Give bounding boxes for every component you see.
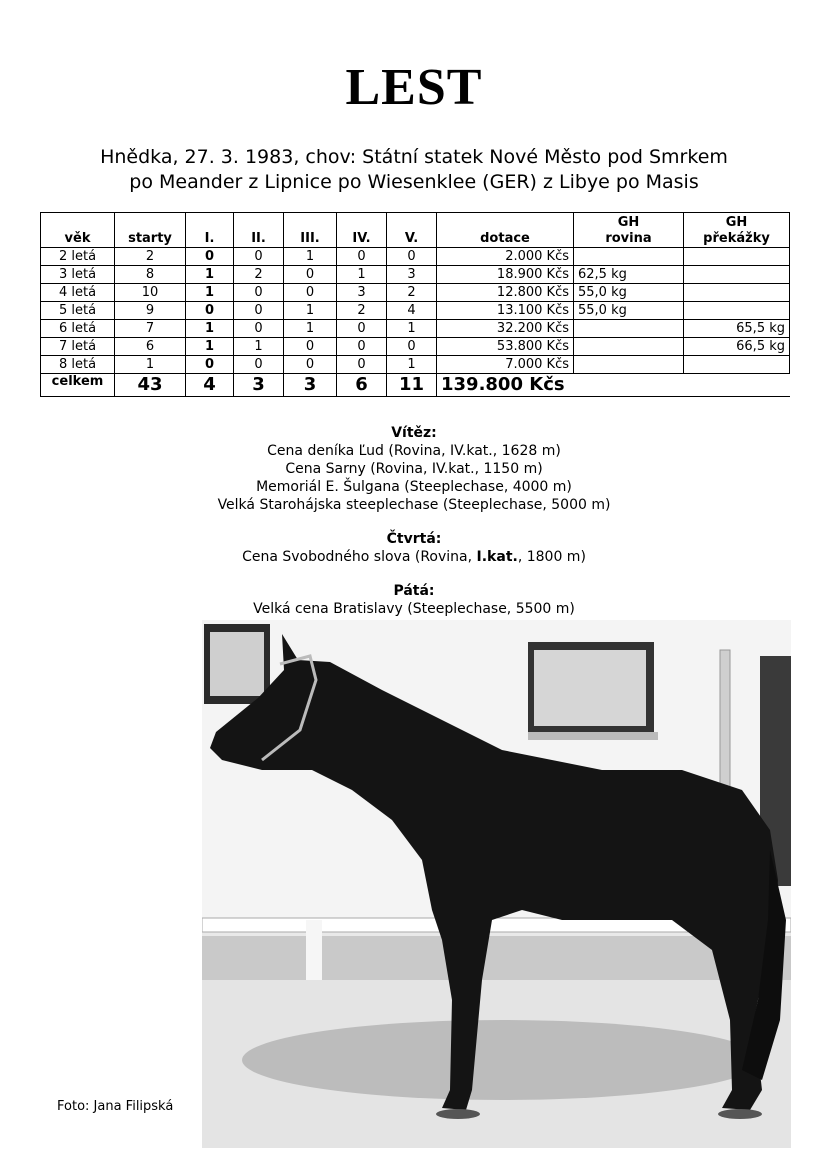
header-p4: IV. [337,213,387,248]
cell-p1: 0 [186,248,234,266]
cell-gh-flat [574,248,684,266]
table-row [41,302,790,320]
cell-age: 7 letá [41,338,115,356]
cell-age: 8 letá [41,356,115,374]
cell-age: 4 letá [41,284,115,302]
table-row [41,266,790,284]
table-row [41,338,790,356]
cell-starts: 10 [115,284,186,302]
cell-starts: 7 [115,320,186,338]
total-label: celkem [41,374,115,397]
cell-gh-flat: 55,0 kg [574,284,684,302]
cell-p2: 2 [234,266,284,284]
table-row [41,284,790,302]
cell-p4: 0 [337,338,387,356]
cell-p2: 1 [234,338,284,356]
cell-p4: 3 [337,284,387,302]
horse-photo [202,620,791,1148]
page-title: LEST [345,59,483,116]
header-gh-jump: GH překážky [684,213,790,248]
pedigree-line-1: Hnědka, 27. 3. 1983, chov: Státní statek Nové Město pod Smrkem [100,146,728,168]
cell-p5: 0 [387,248,437,266]
header-p1: I. [186,213,234,248]
cell-prize: 12.800 Kčs [437,284,574,302]
cell-starts: 9 [115,302,186,320]
fourth-header: Čtvrtá: [386,531,442,547]
cell-gh-jump [684,284,790,302]
cell-gh-jump [684,248,790,266]
cell-p3: 1 [284,320,337,338]
cell-starts: 6 [115,338,186,356]
cell-p3: 0 [284,338,337,356]
total-p5: 11 [387,374,437,397]
cell-gh-flat [574,320,684,338]
cell-age: 3 letá [41,266,115,284]
fifth-race: Velká cena Bratislavy (Steeplechase, 5500 m) [253,601,575,617]
cell-gh-flat: 62,5 kg [574,266,684,284]
cell-p5: 0 [387,338,437,356]
cell-p3: 0 [284,356,337,374]
cell-age: 2 letá [41,248,115,266]
table-row [41,356,790,374]
cell-p2: 0 [234,302,284,320]
table-row [41,320,790,338]
race-wins-section [0,424,828,618]
cell-p4: 0 [337,356,387,374]
cell-p5: 2 [387,284,437,302]
winner-race: Cena Sarny (Rovina, IV.kat., 1150 m) [285,461,543,477]
cell-prize: 13.100 Kčs [437,302,574,320]
photo-credit: Foto: Jana Filipská [57,1099,174,1114]
cell-p5: 1 [387,356,437,374]
cell-p3: 0 [284,266,337,284]
cell-gh-flat [574,338,684,356]
pedigree-line-2: po Meander z Lipnice po Wiesenklee (GER) z Libye po Masis [129,171,699,193]
total-p2: 3 [234,374,284,397]
cell-p2: 0 [234,320,284,338]
header-p5: V. [387,213,437,248]
cell-starts: 2 [115,248,186,266]
winner-race: Cena deníka Ľud (Rovina, IV.kat., 1628 m) [267,443,561,459]
cell-p5: 4 [387,302,437,320]
cell-gh-flat: 55,0 kg [574,302,684,320]
header-starts: starty [115,213,186,248]
cell-prize: 7.000 Kčs [437,356,574,374]
cell-gh-jump: 65,5 kg [684,320,790,338]
header-age: věk [41,213,115,248]
winner-race: Velká Starohájska steeplechase (Steeplechase, 5000 m) [217,497,611,513]
total-starts: 43 [115,374,186,397]
table-row [41,248,790,266]
cell-gh-jump [684,266,790,284]
total-prize: 139.800 Kčs [437,374,790,397]
cell-age: 5 letá [41,302,115,320]
cell-p1: 1 [186,266,234,284]
total-p4: 6 [337,374,387,397]
cell-p2: 0 [234,356,284,374]
cell-starts: 1 [115,356,186,374]
cell-p4: 0 [337,248,387,266]
winner-race: Memoriál E. Šulgana (Steeplechase, 4000 m) [256,479,572,495]
total-p1: 4 [186,374,234,397]
fourth-race: Cena Svobodného slova (Rovina, I.kat., 1800 m) [242,549,586,565]
header-gh-flat: GH rovina [574,213,684,248]
cell-gh-jump: 66,5 kg [684,338,790,356]
cell-p1: 0 [186,302,234,320]
cell-p3: 1 [284,302,337,320]
cell-p4: 1 [337,266,387,284]
cell-gh-jump [684,302,790,320]
cell-gh-jump [684,356,790,374]
header-p3: III. [284,213,337,248]
cell-prize: 53.800 Kčs [437,338,574,356]
cell-p4: 0 [337,320,387,338]
cell-age: 6 letá [41,320,115,338]
fifth-header: Pátá: [393,583,435,599]
header-prize: dotace [437,213,574,248]
cell-p1: 1 [186,284,234,302]
cell-prize: 18.900 Kčs [437,266,574,284]
cell-p3: 1 [284,248,337,266]
cell-prize: 2.000 Kčs [437,248,574,266]
table-header-row [41,213,790,248]
cell-p1: 1 [186,338,234,356]
total-p3: 3 [284,374,337,397]
cell-p5: 1 [387,320,437,338]
cell-p4: 2 [337,302,387,320]
cell-starts: 8 [115,266,186,284]
cell-p5: 3 [387,266,437,284]
race-stats-table [40,212,790,397]
cell-p1: 1 [186,320,234,338]
cell-p1: 0 [186,356,234,374]
cell-p3: 0 [284,284,337,302]
cell-gh-flat [574,356,684,374]
cell-p2: 0 [234,284,284,302]
header-p2: II. [234,213,284,248]
cell-prize: 32.200 Kčs [437,320,574,338]
winner-header: Vítěz: [391,425,437,441]
table-total-row [41,374,790,397]
cell-p2: 0 [234,248,284,266]
